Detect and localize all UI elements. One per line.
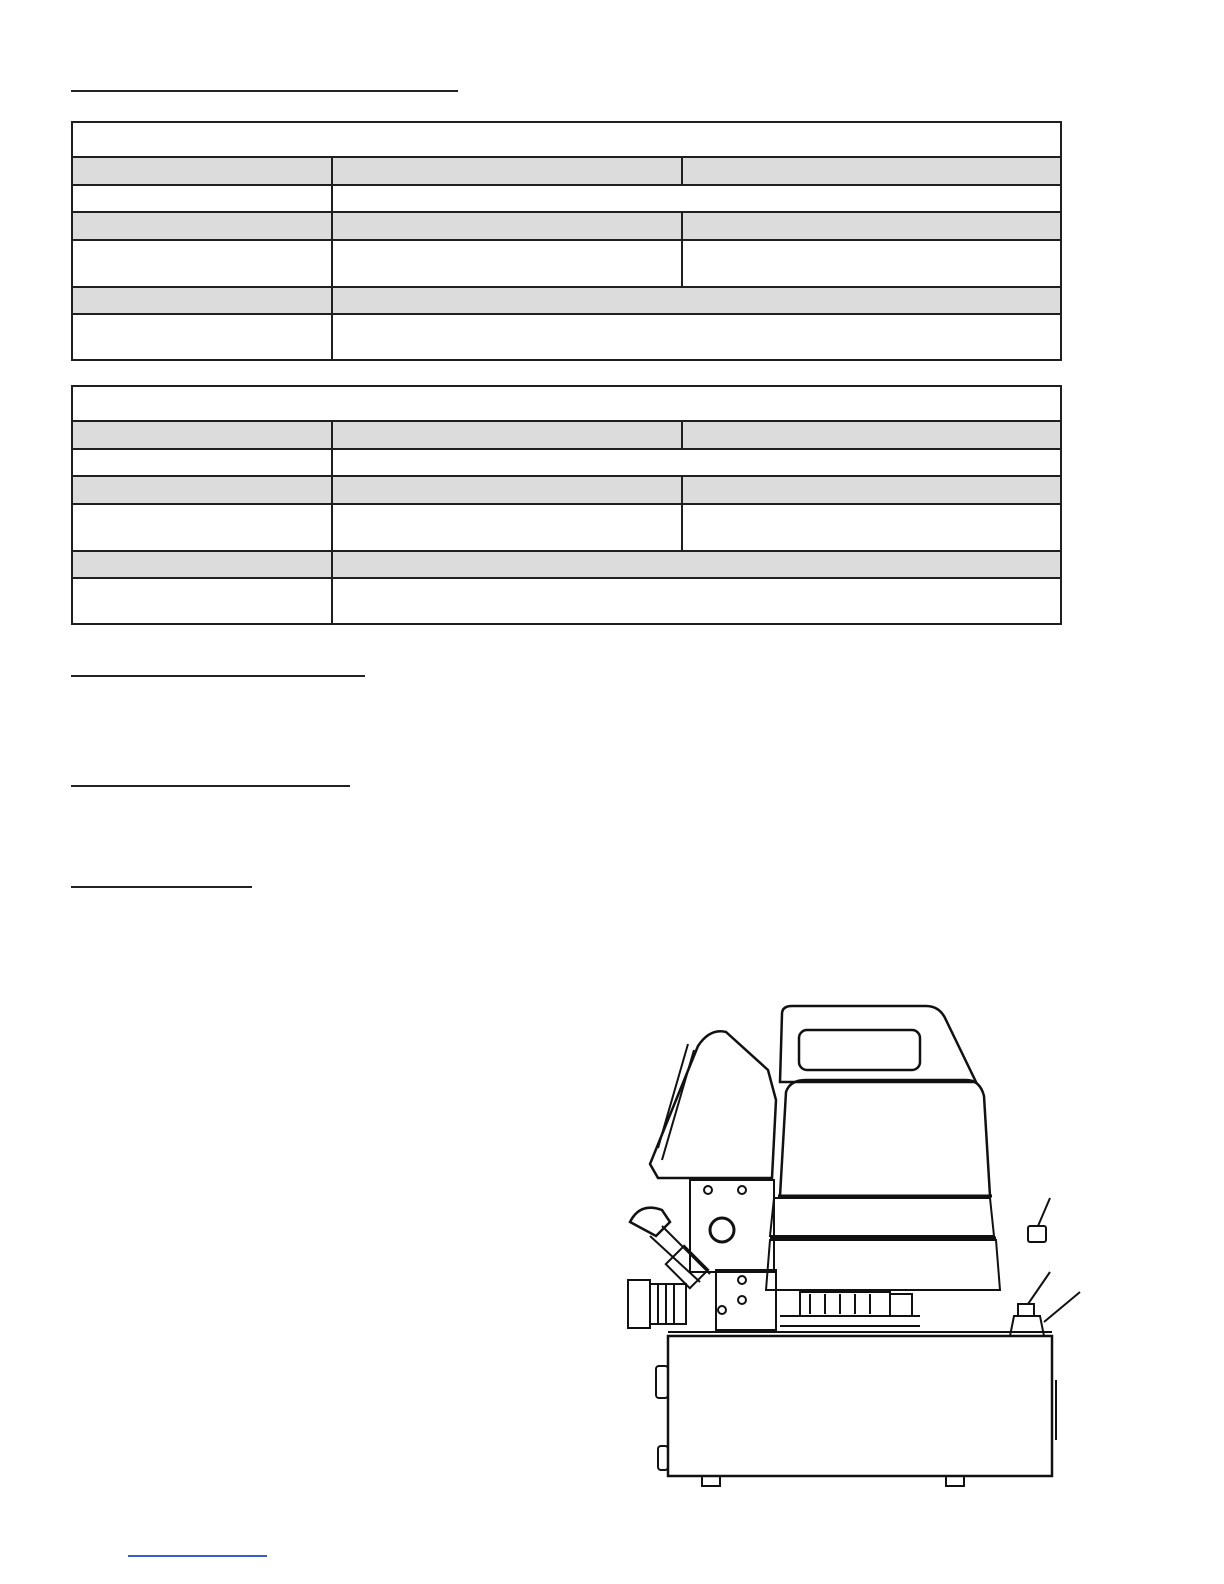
pressure-knob — [630, 1208, 670, 1236]
table-row — [73, 503, 1060, 550]
table-row — [73, 577, 1060, 623]
table-row — [73, 448, 1060, 475]
spec-table-1-header-row — [73, 156, 1060, 184]
motor-band-2 — [766, 1240, 1000, 1290]
spec-table-1 — [71, 121, 1062, 361]
table-row — [73, 313, 1060, 359]
table-cell — [331, 213, 681, 239]
section-heading-rule-3 — [71, 785, 350, 787]
table-cell — [331, 158, 681, 184]
table-row — [73, 184, 1060, 211]
table-cell — [73, 315, 331, 359]
table-cell — [331, 579, 1060, 623]
table-cell — [331, 477, 681, 503]
table-cell — [73, 477, 331, 503]
spec-table-2-header-row — [73, 420, 1060, 448]
table-cell — [331, 241, 681, 286]
table-cell — [73, 422, 331, 448]
table-cell — [331, 186, 1060, 211]
spec-table-2 — [71, 385, 1062, 625]
table-cell — [73, 241, 331, 286]
specifications-heading-rule — [71, 90, 458, 92]
table-cell — [681, 213, 1060, 239]
table-row — [73, 550, 1060, 577]
table-row — [73, 475, 1060, 503]
section-heading-rule-4 — [71, 886, 252, 888]
table-cell — [73, 450, 331, 475]
table-cell — [681, 505, 1060, 550]
table-cell — [681, 477, 1060, 503]
pump-illustration — [610, 1000, 1090, 1500]
table-cell — [73, 186, 331, 211]
callout-line-3 — [1044, 1292, 1080, 1322]
table-cell — [331, 552, 1060, 577]
control-pendant — [650, 1031, 776, 1178]
spec-table-1-title-row — [73, 123, 1060, 156]
table-row — [73, 239, 1060, 286]
callout-line-1 — [1038, 1198, 1050, 1226]
hydraulic-coupler — [628, 1280, 650, 1328]
spec-table-2-title-row — [73, 387, 1060, 420]
table-cell — [73, 288, 331, 313]
table-cell — [681, 241, 1060, 286]
motor-cover — [780, 1080, 990, 1196]
motor-band-1 — [770, 1198, 994, 1236]
table-row — [73, 286, 1060, 313]
table-cell — [331, 422, 681, 448]
reservoir-tank — [668, 1336, 1052, 1476]
table-cell — [681, 158, 1060, 184]
footer-link[interactable] — [128, 1555, 267, 1557]
callout-line-2 — [1028, 1272, 1050, 1304]
table-row — [73, 211, 1060, 239]
table-cell — [73, 505, 331, 550]
spec-table-1-title — [73, 123, 1060, 156]
table-cell — [73, 213, 331, 239]
breather-cap — [1028, 1226, 1046, 1242]
table-cell — [331, 288, 1060, 313]
spec-table-2-title — [73, 387, 1060, 420]
table-cell — [73, 552, 331, 577]
table-cell — [331, 315, 1060, 359]
handle-grip-opening — [799, 1030, 920, 1070]
table-cell — [331, 450, 1060, 475]
section-heading-rule-2 — [71, 675, 365, 677]
table-cell — [681, 422, 1060, 448]
table-cell — [73, 158, 331, 184]
table-cell — [73, 579, 331, 623]
table-cell — [331, 505, 681, 550]
